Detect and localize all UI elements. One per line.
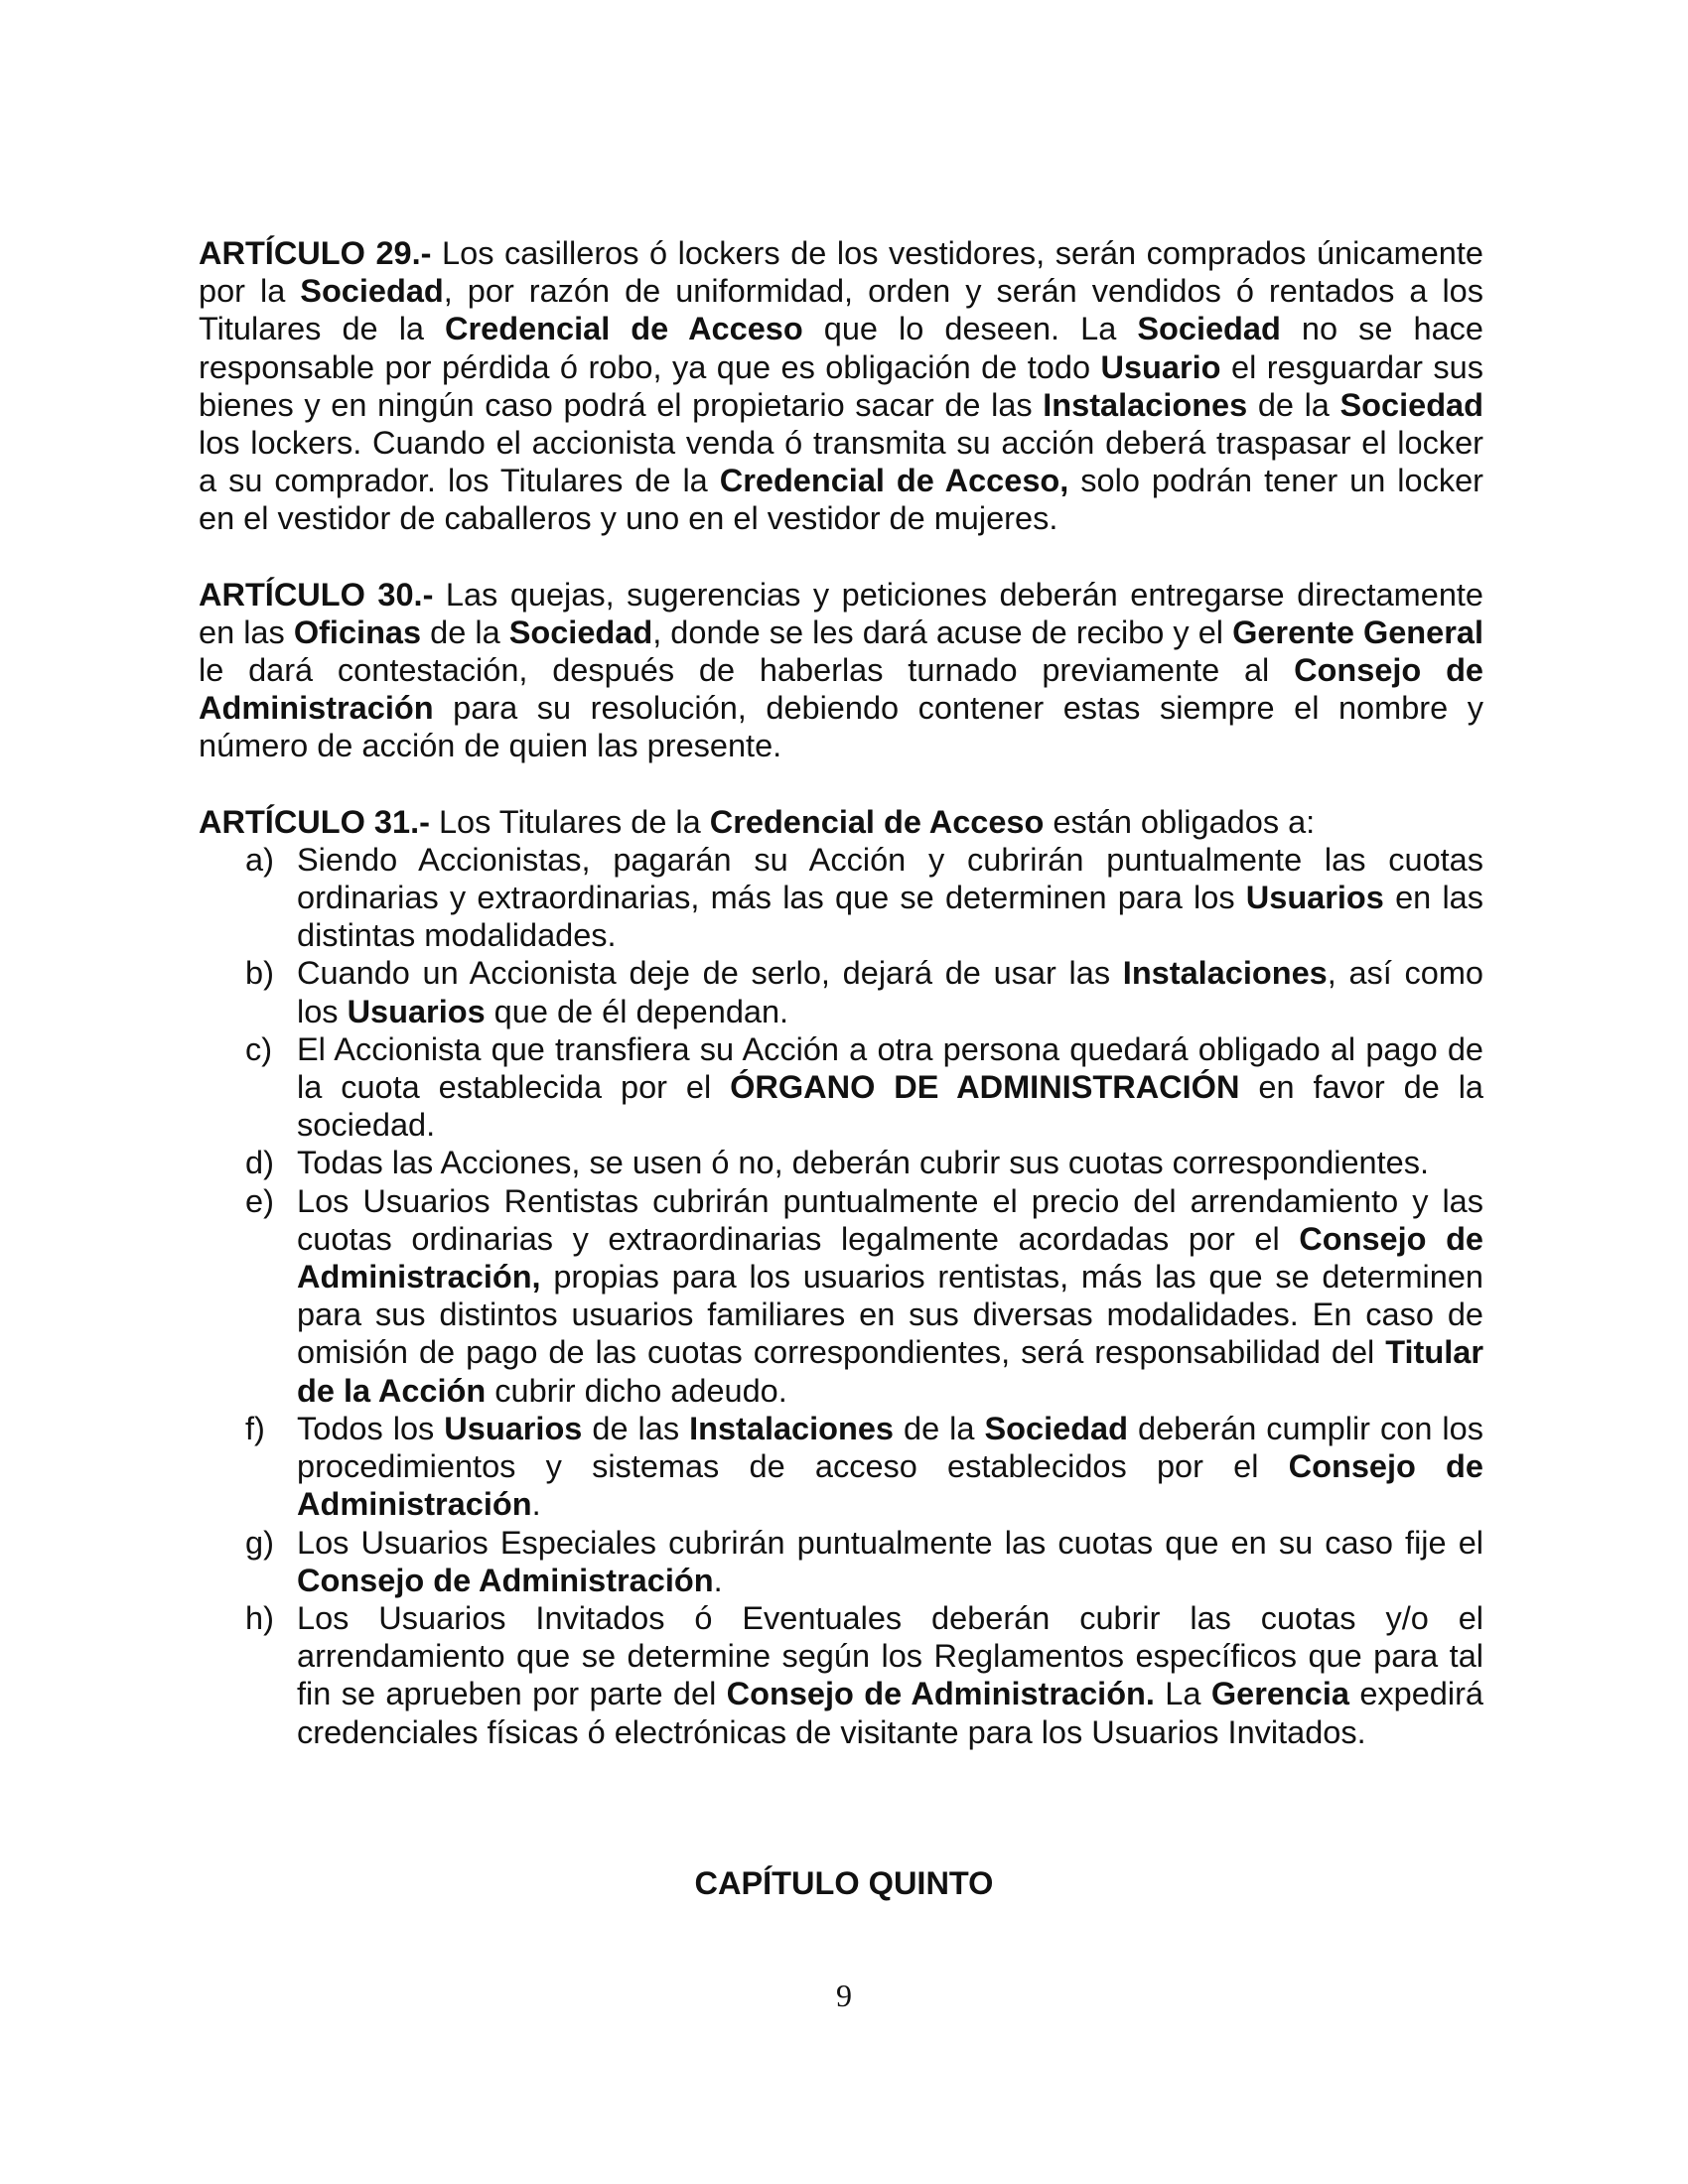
text-segment: , así como los [297,955,1484,1029]
bold-term: Sociedad [300,273,444,310]
bold-term: Credencial de Acceso [445,311,803,347]
list-item [199,841,1483,955]
bold-term: Gerente General [1232,614,1483,650]
text-segment: el resguardar sus bienes y en ningún caso podrá el propietario sacar de las [199,348,1483,423]
list-item-letter: g) [245,1524,274,1561]
text-segment: , donde se les dará acuse de recibo y el [652,614,1233,650]
list-item-letter: c) [245,1030,273,1067]
list-item-letter: a) [245,841,274,878]
list-item [199,954,1483,1029]
text-segment: no se hace responsable por pérdida ó robo, ya que es obligación de todo [199,311,1483,385]
list-item [199,1030,1483,1145]
bold-term: Consejo de Administración [297,1448,1483,1523]
text-segment: , por razón de uniformidad, orden y serán vendidos ó rentados a los Titulares de la [199,273,1484,347]
list-item [199,1524,1483,1599]
bold-term: Consejo de Administración [199,652,1483,727]
text-segment: . [531,1486,541,1523]
text-segment: Cuando un Accionista deje de serlo, dejará de usar las [297,955,1123,992]
text-segment: Los Usuarios Rentistas cubrirán puntualmente el precio del arrendamiento y las cuotas ordinarias y extraordinarias legalmente acordadas por el [297,1182,1483,1257]
bold-term: Consejo de Administración, [297,1220,1484,1296]
text-segment: están obligados a: [1044,803,1316,840]
bold-term: Instalaciones [1043,386,1248,423]
document-body [199,234,1483,1751]
bold-term: Consejo de Administración [297,1562,714,1598]
bold-term: Usuarios [444,1410,583,1446]
article-heading: ARTÍCULO 30.- [199,576,434,613]
bold-term: Sociedad [984,1410,1128,1446]
text-segment: de la [1247,386,1340,423]
bold-term: Credencial de Acceso, [719,463,1069,499]
text-segment: le dará contestación, después de haberlas turnado previamente al [199,652,1295,689]
list-item-letter: f) [245,1410,265,1446]
bold-term: Oficinas [293,614,422,650]
text-segment: Todas las Acciones, se usen ó no, deberán cubrir sus cuotas correspondientes. [297,1145,1429,1181]
text-segment: los lockers. Cuando el accionista venda ó transmita su acción deberá traspasar el locker a su comprador. los Titulares de la [199,425,1483,499]
bold-term: Sociedad [1339,386,1483,423]
text-segment: Los Titulares de la [429,803,710,840]
bold-term: Usuarios [1245,880,1384,916]
list-item [199,1599,1483,1751]
bold-term: Instalaciones [689,1410,895,1446]
text-segment: en favor de la sociedad. [297,1069,1483,1144]
list-item [199,1144,1483,1181]
article-heading: ARTÍCULO 31.- [199,803,430,840]
text-segment: La [1154,1676,1211,1712]
list-item [199,1182,1483,1410]
text-segment: Los Usuarios Especiales cubrirán puntualmente las cuotas que en su caso fije el [297,1524,1483,1561]
bold-term: Consejo de Administración. [726,1676,1155,1712]
bold-term: Instalaciones [1122,955,1328,992]
bold-term: Usuario [1100,348,1221,385]
text-segment: en las distintas modalidades. [297,880,1483,954]
text-segment: expedirá credenciales físicas ó electrónicas de visitante para los Usuarios Invitados. [297,1676,1483,1750]
bold-term: Sociedad [1137,311,1281,347]
bold-term: ÓRGANO DE ADMINISTRACIÓN [730,1069,1240,1106]
list-item-letter: b) [245,955,274,992]
text-segment: solo podrán tener un locker en el vestidor de caballeros y uno en el vestidor de mujeres. [199,463,1483,537]
text-segment: deberán cumplir con los procedimientos y sistemas de acceso establecidos por el [297,1410,1483,1485]
text-segment: de la [894,1410,985,1446]
text-segment: Las quejas, sugerencias y peticiones deberán entregarse directamente en las [199,576,1483,650]
list-item-letter: d) [245,1145,274,1181]
bold-term: Credencial de Acceso [709,803,1045,840]
text-segment: Siendo Accionistas, pagarán su Acción y cubrirán puntualmente las cuotas ordinarias y extraordinarias, más las que se determinen para los [297,841,1483,916]
list-item-letter: h) [245,1599,274,1636]
article-29 [199,234,1483,538]
text-segment: propias para los usuarios rentistas, más las que se determinen para sus distintos usuarios familiares en sus diversas modalidades. En caso de omisión de pago de las cuotas correspondientes, será responsabilidad del [297,1259,1483,1371]
page-number: 9 [836,1978,852,2013]
text-segment: que lo deseen. La [802,311,1138,347]
text-segment: para su resolución, debiendo contener estas siempre el nombre y número de acción de quien las presente. [199,690,1483,764]
chapter-title: CAPÍTULO QUINTO [694,1865,994,1901]
bold-term: Gerencia [1210,1676,1349,1712]
bold-term: Sociedad [508,614,653,650]
list-item-letter: e) [245,1182,274,1219]
bold-term: Usuarios [347,993,486,1029]
text-segment: El Accionista que transfiera su Acción a otra persona quedará obligado al pago de la cuota establecida por el [297,1030,1483,1106]
bold-term: Titular de la Acción [297,1334,1483,1409]
obligations-list [199,841,1483,1751]
list-item [199,1410,1483,1524]
text-segment: cubrir dicho adeudo. [486,1372,787,1409]
text-segment: Todos los [297,1410,445,1446]
article-30 [199,576,1483,765]
text-segment: que de él dependan. [485,993,789,1029]
text-segment: Los Usuarios Invitados ó Eventuales deberán cubrir las cuotas y/o el arrendamiento que se determine según los Reglamentos específicos que para tal fin se aprueben por parte del [297,1599,1483,1712]
text-segment: de las [582,1410,690,1446]
text-segment: Los casilleros ó lockers de los vestidores, serán comprados únicamente por la [199,235,1483,310]
text-segment: de la [421,614,509,650]
article-heading: ARTÍCULO 29.- [199,235,432,271]
article-31 [199,803,1483,841]
text-segment: . [713,1562,723,1598]
